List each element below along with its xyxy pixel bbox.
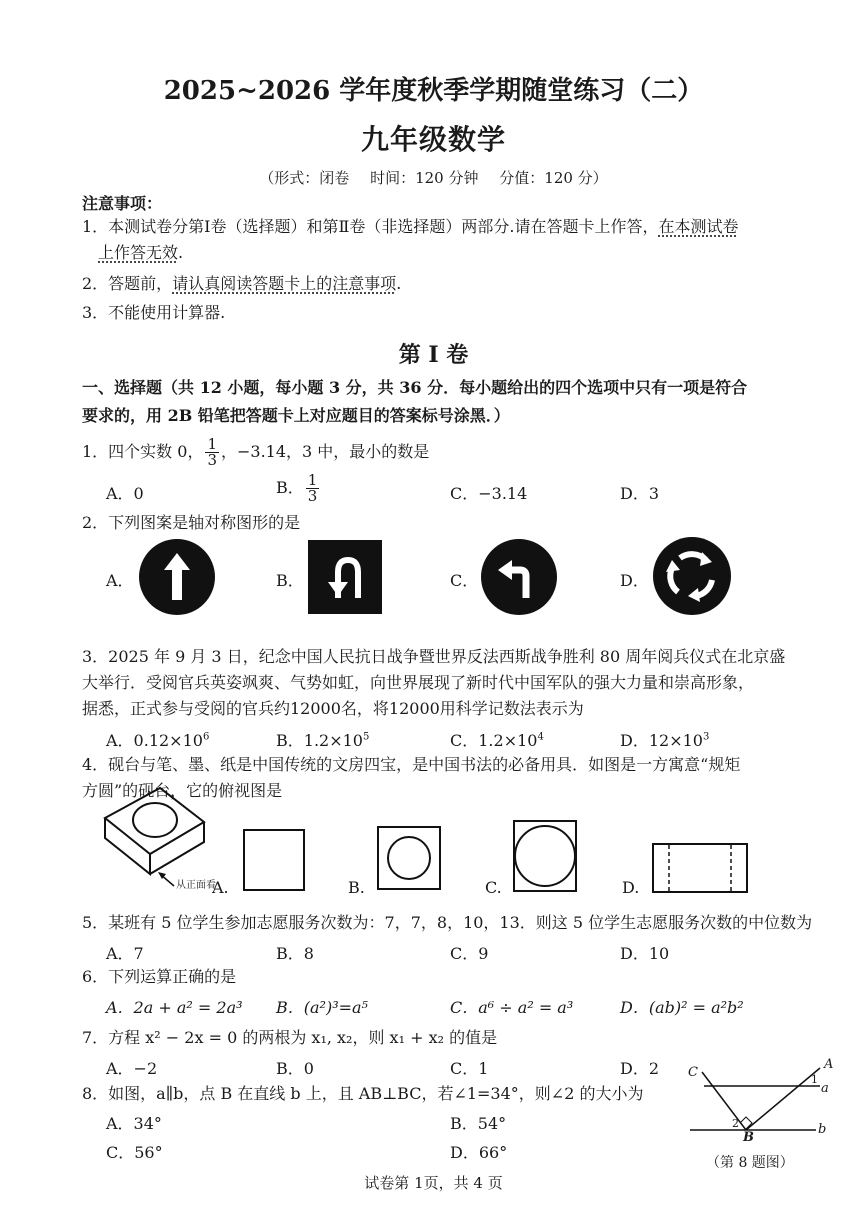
q1-option-b-label: B． xyxy=(276,478,304,497)
question-3-line3: 据悉，正式参与受阅的官兵约12000名，将12000用科学记数法表示为 xyxy=(82,699,584,718)
q3-a-base: A．0.12×10 xyxy=(106,731,203,750)
question-8-stem: 8．如图，a∥b，点 B 在直线 b 上，且 AB⊥BC，若∠1=34°，则∠2 的大小为 xyxy=(82,1084,644,1103)
question-4-line1: 4．砚台与笔、墨、纸是中国传统的文房四宝，是中国书法的必备用具．如图是一方寓意“规矩 xyxy=(82,755,741,774)
note-2-emphasis: 请认真阅读答题卡上的注意事项 xyxy=(172,274,397,293)
q3-option-a xyxy=(106,728,209,751)
question-1-stem xyxy=(82,437,429,468)
notes-heading: 注意事项： xyxy=(82,194,163,213)
q8-label-b-line: b xyxy=(818,1122,827,1137)
q3-c-exp: 4 xyxy=(537,731,544,743)
q4-option-d-rect-dashed xyxy=(652,843,748,893)
q8-label-a-line: a xyxy=(821,1081,829,1096)
q1-option-c: C．−3.14 xyxy=(450,484,528,503)
q2-option-c: C． xyxy=(450,571,479,590)
section-title: 第 Ⅰ 卷 xyxy=(398,342,469,368)
q8-geometry-figure xyxy=(682,1060,832,1150)
q4-option-a: A. xyxy=(212,878,229,897)
q3-a-exp: 6 xyxy=(202,731,210,743)
question-7-stem: 7．方程 x² − 2x = 0 的两根为 x₁, x₂，则 x₁ + x₂ 的值是 xyxy=(82,1028,498,1047)
q1-option-b xyxy=(276,473,321,504)
q6-option-c: C．a⁶ ÷ a² = a³ xyxy=(450,998,574,1017)
q1-option-d: D．3 xyxy=(620,484,660,503)
exam-subject: 九年级数学 xyxy=(360,123,506,156)
q1-frac-num: 1 xyxy=(207,435,217,453)
q8-label-c: C xyxy=(688,1065,698,1080)
q3-d-base: D．12×10 xyxy=(620,731,703,750)
q7-option-a: A．−2 xyxy=(106,1059,158,1078)
q3-b-base: B．1.2×10 xyxy=(276,731,363,750)
q8-label-a-point: A xyxy=(824,1057,834,1072)
section-instructions-line1: 一、选择题（共 12 小题，每小题 3 分，共 36 分．每小题给出的四个选项中只有一项是符合 xyxy=(82,378,748,397)
q1-option-a: A．0 xyxy=(106,484,144,503)
q3-b-exp: 5 xyxy=(362,731,370,743)
roundabout-sign-icon xyxy=(652,536,732,616)
q1-frac-den: 3 xyxy=(207,451,217,469)
q8-figure-caption: （第 8 题图） xyxy=(706,1155,794,1171)
section-instructions-line2: 要求的，用 2B 铅笔把答题卡上对应题目的答案标号涂黑．） xyxy=(82,406,510,425)
up-arrow-sign-icon xyxy=(138,538,216,616)
q7-option-d: D．2 xyxy=(620,1059,660,1078)
q6-option-b: B．(a²)³=a⁵ xyxy=(276,998,368,1017)
question-5-stem: 5．某班有 5 位学生参加志愿服务次数为：7，7，8，10，13．则这 5 位学生志愿服务次数的中位数为 xyxy=(82,913,813,932)
q8-label-angle-2: 2 xyxy=(732,1117,739,1130)
note-1-line1 xyxy=(82,217,738,237)
q4-option-a-square xyxy=(243,829,305,891)
exam-meta xyxy=(0,167,867,188)
q4-view-label: 从正面看 xyxy=(176,880,216,891)
question-3-line2: 大举行．受阅官兵英姿飒爽、气势如虹，向世界展现了新时代中国军队的强大力量和崇高形象， xyxy=(82,673,755,692)
note-1-emphasis-2: 上作答无效 xyxy=(98,243,179,262)
q4-option-b-square-circle xyxy=(377,826,441,890)
q6-option-d: D．(ab)² = a²b² xyxy=(620,998,744,1017)
q6-option-a: A．2a + a² = 2a³ xyxy=(106,998,243,1017)
q4-option-c: C. xyxy=(485,878,502,897)
note-2-text: 2．答题前， xyxy=(82,274,173,293)
q1-option-b-frac xyxy=(306,473,320,504)
q2-option-a: A． xyxy=(106,571,134,590)
q8-label-b-point: B xyxy=(743,1130,754,1145)
note-1-line2 xyxy=(98,243,183,263)
q5-option-a: A．7 xyxy=(106,944,144,963)
q3-d-exp: 3 xyxy=(702,731,710,743)
q2-option-d: D． xyxy=(620,571,649,590)
q8-option-a: A．34° xyxy=(106,1114,162,1133)
q3-option-c xyxy=(450,728,544,751)
q8-option-c: C．56° xyxy=(106,1143,163,1162)
note-2-end: . xyxy=(396,274,402,293)
q1-stem-a: 1．四个实数 0， xyxy=(82,442,204,461)
note-2 xyxy=(82,274,401,294)
q8-option-d: D．66° xyxy=(450,1143,508,1162)
q1-b-den: 3 xyxy=(307,487,318,505)
q4-option-b: B. xyxy=(348,878,365,897)
q2-option-b: B． xyxy=(276,571,304,590)
q3-option-b xyxy=(276,728,369,751)
q5-option-b: B．8 xyxy=(276,944,314,963)
exam-time: 时间：120 分钟 xyxy=(370,169,479,187)
q8-label-angle-1: 1 xyxy=(811,1073,818,1086)
q4-option-c-square-circle xyxy=(513,820,577,892)
q1-b-num: 1 xyxy=(307,471,318,489)
left-turn-sign-icon xyxy=(480,538,558,616)
note-1-end: . xyxy=(178,243,184,262)
note-3: 3．不能使用计算器. xyxy=(82,303,226,322)
question-3-line1: 3．2025 年 9 月 3 日，纪念中国人民抗日战争暨世界反法西斯战争胜利 80 周年阅兵仪式在北京盛 xyxy=(82,647,786,666)
q7-option-c: C．1 xyxy=(450,1059,489,1078)
question-2-stem: 2．下列图案是轴对称图形的是 xyxy=(82,513,301,532)
q7-option-b: B．0 xyxy=(276,1059,314,1078)
page-footer: 试卷第 1页，共 4 页 xyxy=(364,1174,503,1192)
exam-title: 2025~2026 学年度秋季学期随堂练习（二） xyxy=(163,76,704,106)
question-6-stem: 6．下列运算正确的是 xyxy=(82,967,237,986)
u-turn-sign-icon xyxy=(308,540,382,614)
q1-fraction xyxy=(205,437,219,468)
note-1-text: 1．本测试卷分第Ⅰ卷（选择题）和第Ⅱ卷（非选择题）两部分.请在答题卡上作答， xyxy=(82,217,659,236)
note-1-emphasis: 在本测试卷 xyxy=(658,217,739,236)
question-4-line2: 方圆”的砚台，它的俯视图是 xyxy=(82,781,283,800)
q5-option-c: C．9 xyxy=(450,944,489,963)
exam-score: 分值：120 分） xyxy=(499,169,608,187)
exam-form: （形式：闭卷 xyxy=(259,169,350,187)
q4-option-d: D. xyxy=(622,878,640,897)
q1-stem-b: ，−3.14，3 中，最小的数是 xyxy=(221,442,430,461)
q3-c-base: C．1.2×10 xyxy=(450,731,538,750)
q8-option-b: B．54° xyxy=(450,1114,507,1133)
q5-option-d: D．10 xyxy=(620,944,670,963)
q3-option-d xyxy=(620,728,709,751)
